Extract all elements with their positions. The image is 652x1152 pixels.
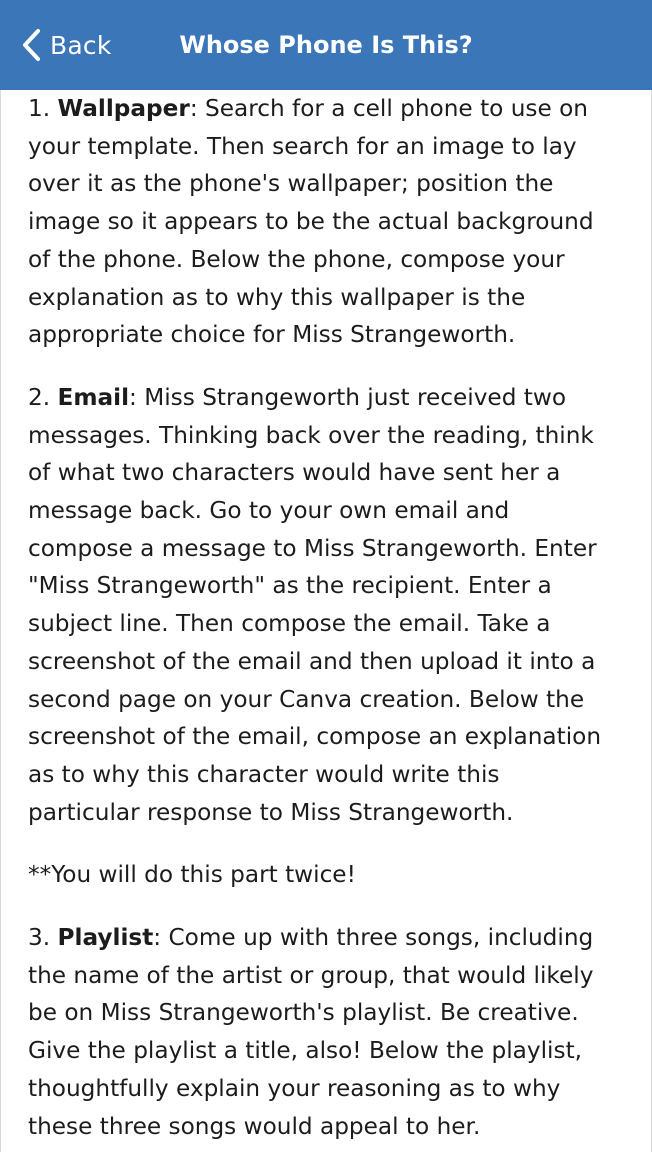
paragraph-wallpaper	[28, 90, 623, 354]
text-line: messages. Thinking back over the reading, think	[28, 421, 594, 449]
text-line: **You will do this part twice!	[28, 861, 356, 889]
text-line: over it as the phone's wallpaper; position the	[28, 170, 554, 198]
paragraph-playlist	[28, 919, 623, 1145]
page-title: Whose Phone Is This?	[179, 31, 473, 59]
text-line	[28, 90, 623, 128]
line-text: : Search for a cell phone to use on	[189, 95, 589, 122]
text-line: your template. Then search for an image to lay	[28, 132, 577, 160]
text-line: the name of the artist or group, that would likely	[28, 961, 594, 989]
line-text: : Come up with three songs, including	[153, 924, 594, 952]
text-line: particular response to Miss Strangeworth.	[28, 798, 514, 826]
navigation-bar	[0, 0, 652, 90]
text-line	[28, 919, 623, 957]
text-line: message back. Go to your own email and	[28, 497, 510, 525]
text-line: of the phone. Below the phone, compose your	[28, 245, 565, 273]
back-label: Back	[50, 30, 112, 60]
paragraph-email	[28, 379, 623, 831]
text-line: Give the playlist a title, also! Below the playlist,	[28, 1037, 583, 1065]
text-line: compose a message to Miss Strangeworth. Enter	[28, 534, 597, 562]
paragraph-note	[28, 856, 623, 894]
text-line: screenshot of the email, compose an explanation	[28, 723, 602, 751]
text-line: as to why this character would write this	[28, 760, 500, 788]
line-text: : Miss Strangeworth just received two	[129, 383, 567, 411]
section-heading: Email	[57, 383, 130, 411]
text-line: "Miss Strangeworth" as the recipient. Enter a	[28, 572, 552, 600]
text-line: appropriate choice for Miss Strangeworth.	[28, 321, 516, 349]
list-number: 3.	[28, 924, 58, 952]
text-line: subject line. Then compose the email. Take a	[28, 610, 551, 638]
text-line: explanation as to why this wallpaper is the	[28, 283, 526, 311]
list-number: 1.	[28, 95, 58, 122]
text-line: of what two characters would have sent her a	[28, 459, 561, 487]
article-content	[0, 90, 652, 1152]
text-line: second page on your Canva creation. Below the	[28, 685, 585, 713]
text-line: these three songs would appeal to her.	[28, 1112, 481, 1140]
text-line	[28, 379, 623, 417]
text-line: image so it appears to be the actual background	[28, 208, 594, 236]
text-line: screenshot of the email and then upload it into a	[28, 647, 596, 675]
text-line: thoughtfully explain your reasoning as to why	[28, 1074, 561, 1102]
text-line: be on Miss Strangeworth's playlist. Be creative.	[28, 999, 579, 1027]
section-heading: Wallpaper	[57, 95, 190, 122]
list-number: 2.	[28, 383, 58, 411]
section-heading: Playlist	[57, 924, 154, 952]
